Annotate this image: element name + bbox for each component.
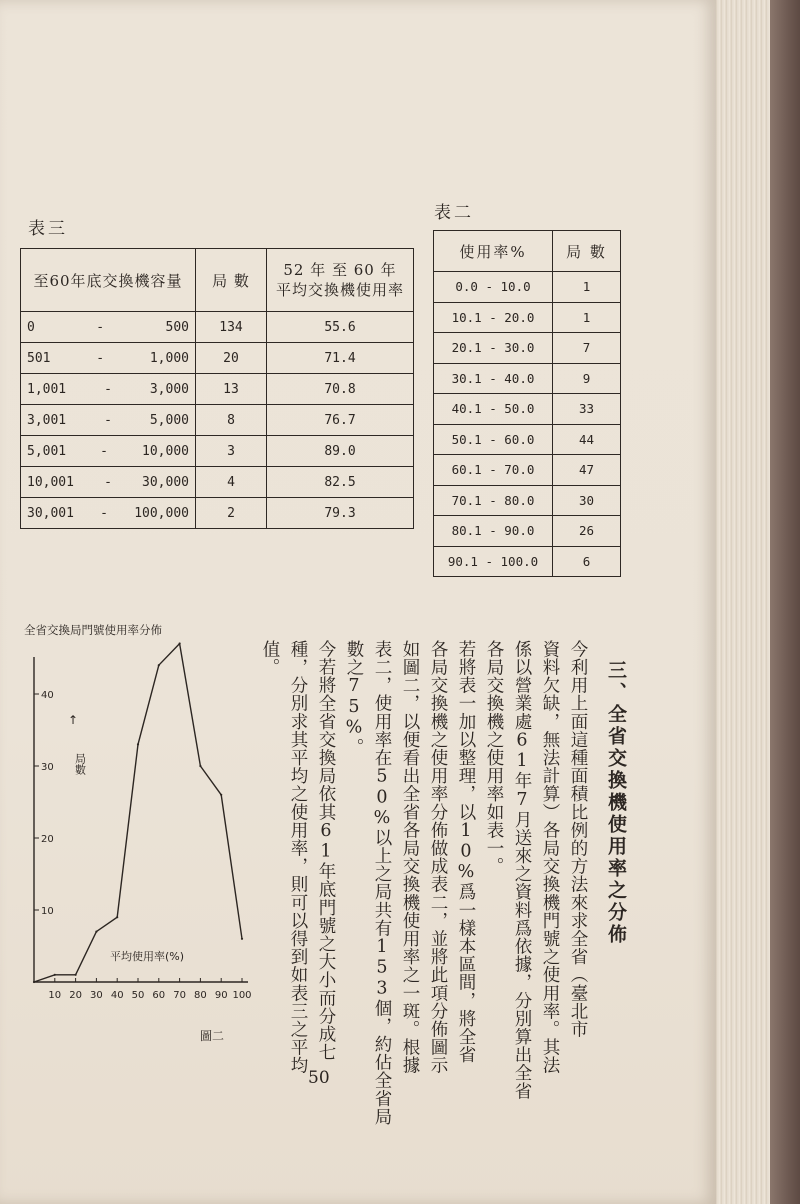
paragraph-line: 數之75%。: [344, 640, 364, 757]
table2-range-cell: 90.1 - 100.0: [434, 546, 553, 577]
paragraph-line: 值。: [260, 640, 280, 677]
capacity-dash: -: [104, 381, 112, 397]
table3-rate-cell: 70.8: [267, 374, 414, 405]
table2-row: [434, 333, 621, 364]
page-number: 50: [308, 1068, 330, 1088]
y-axis-label: 局數: [73, 753, 87, 775]
table2-row: [434, 455, 621, 486]
capacity-from: 10,001: [27, 474, 74, 490]
capacity-dash: -: [104, 412, 112, 428]
table3-capacity-cell: [21, 436, 196, 467]
table2-row: [434, 302, 621, 333]
table3-rate-cell: 55.6: [267, 312, 414, 343]
book-cover-edge: [770, 0, 800, 1204]
table3-count-cell: 134: [196, 312, 267, 343]
data-point: [54, 974, 56, 976]
table2-count-cell: 9: [553, 363, 621, 394]
paragraph-line: 種，分別求其平均之使用率，則可以得到如表三之平均: [288, 640, 308, 1075]
capacity-dash: -: [104, 474, 112, 490]
table2-header-rate: 使用率%: [434, 231, 553, 272]
table3-header-count: 局 數: [196, 249, 267, 312]
table2-range-cell: 60.1 - 70.0: [434, 455, 553, 486]
table3-capacity-cell: [21, 405, 196, 436]
data-point: [116, 916, 118, 918]
table3-count-cell: 20: [196, 343, 267, 374]
table3-capacity-cell: [21, 498, 196, 529]
table2-row: [434, 424, 621, 455]
data-point: [199, 765, 201, 767]
table3-row: [21, 436, 414, 467]
capacity-to: 500: [165, 319, 189, 335]
table2-range-cell: 40.1 - 50.0: [434, 394, 553, 425]
data-point: [220, 794, 222, 796]
table2-range-cell: 70.1 - 80.0: [434, 485, 553, 516]
table3-count-cell: 2: [196, 498, 267, 529]
figure-label: 圖二: [200, 1029, 225, 1043]
data-point: [241, 938, 243, 940]
table2-count-cell: 1: [553, 302, 621, 333]
data-point: [158, 664, 160, 666]
paragraph-line: 各局交換機之使用率如表一。: [484, 640, 504, 876]
table2-range-cell: 20.1 - 30.0: [434, 333, 553, 364]
data-point: [75, 974, 77, 976]
table3-capacity-cell: [21, 312, 196, 343]
table3-capacity-cell: [21, 374, 196, 405]
table2-body: [434, 272, 621, 577]
table3-count-cell: 3: [196, 436, 267, 467]
data-point: [137, 743, 139, 745]
capacity-to: 100,000: [134, 505, 189, 521]
capacity-to: 3,000: [149, 381, 189, 397]
x-tick-label: 70: [173, 990, 186, 1001]
y-tick-label: 10: [41, 906, 54, 917]
capacity-from: 5,001: [27, 443, 67, 459]
table2-range-cell: 50.1 - 60.0: [434, 424, 553, 455]
paragraph-line: 若將表一加以整理，以10%爲一樣本區間，將全省: [456, 640, 476, 1064]
table3-header-rate: [267, 249, 414, 312]
capacity-dash: -: [96, 350, 105, 366]
table2-count-cell: 6: [553, 546, 621, 577]
figure2-chart: [18, 612, 268, 1052]
table3: [20, 248, 414, 529]
capacity-dash: -: [100, 505, 108, 521]
table2-count-cell: 33: [553, 394, 621, 425]
table3-count-cell: 8: [196, 405, 267, 436]
data-point: [179, 643, 181, 645]
capacity-from: 1,001: [27, 381, 67, 397]
table3-rate-cell: 89.0: [267, 436, 414, 467]
table3-header-rate-line1: 52 年 至 60 年: [283, 261, 397, 279]
chart-title: 全省交換局門號使用率分佈: [24, 623, 162, 637]
paragraph-line: 係以營業處61年7月送來之資料爲依據，分別算出全省: [512, 640, 532, 1100]
x-tick-label: 80: [194, 990, 207, 1001]
x-tick-label: 10: [48, 990, 62, 1001]
table3-rate-cell: 76.7: [267, 405, 414, 436]
table3-rate-cell: 79.3: [267, 498, 414, 529]
capacity-from: 3,001: [27, 412, 67, 428]
table3-header-capacity: 至60年底交換機容量: [21, 249, 196, 312]
y-tick-label: 30: [41, 762, 54, 773]
table3-row: [21, 405, 414, 436]
capacity-to: 10,000: [142, 443, 189, 459]
table3-rate-cell: 82.5: [267, 467, 414, 498]
table2-range-cell: 10.1 - 20.0: [434, 302, 553, 333]
table2-count-cell: 26: [553, 516, 621, 547]
table2: [433, 230, 621, 577]
table2-count-cell: 30: [553, 485, 621, 516]
data-point: [33, 981, 35, 983]
table2-row: [434, 516, 621, 547]
x-tick-label: 40: [110, 990, 124, 1001]
x-tick-label: 60: [152, 990, 166, 1001]
paragraph-line: 資料欠缺，無法計算）各局交換機門號之使用率。其法: [540, 640, 560, 1075]
table3-row: [21, 498, 414, 529]
table2-count-cell: 7: [553, 333, 621, 364]
paragraph-line: 表二，使用率在50%以上之局共有153個，約佔全省局: [372, 640, 392, 1126]
y-tick-label: 20: [41, 834, 54, 845]
x-tick-label: 50: [131, 990, 145, 1001]
table3-rate-cell: 71.4: [267, 343, 414, 374]
table3-count-cell: 4: [196, 467, 267, 498]
x-axis-label: 平均使用率(%): [110, 950, 185, 963]
capacity-to: 30,000: [142, 474, 189, 490]
x-tick-label: 100: [232, 990, 252, 1001]
capacity-dash: -: [100, 443, 108, 459]
table3-count-cell: 13: [196, 374, 267, 405]
data-point: [95, 931, 97, 933]
table3-capacity-cell: [21, 467, 196, 498]
table2-row: [434, 272, 621, 303]
table3-row: [21, 467, 414, 498]
table3-body: [21, 312, 414, 529]
table2-caption: 表二: [434, 203, 474, 223]
table2-header-count: 局 數: [553, 231, 621, 272]
table3-header-rate-line2: 平均交換機使用率: [275, 281, 404, 299]
x-tick-label: 30: [90, 990, 103, 1001]
paragraph-line: 今利用上面這種面積比例的方法來求全省（臺北市: [568, 640, 588, 1039]
table3-row: [21, 374, 414, 405]
capacity-to: 1,000: [149, 350, 189, 366]
x-tick-label: 20: [69, 990, 82, 1001]
table2-row: [434, 485, 621, 516]
section-heading: 三、全省交換機使用率之分佈: [605, 660, 627, 946]
y-tick-label: 40: [41, 690, 54, 701]
x-tick-label: 90: [214, 990, 228, 1001]
table2-range-cell: 0.0 - 10.0: [434, 272, 553, 303]
series-line: [34, 644, 242, 982]
table2-count-cell: 47: [553, 455, 621, 486]
capacity-from: 501: [27, 350, 51, 366]
table3-row: [21, 343, 414, 374]
table3-caption: 表三: [28, 219, 68, 239]
table2-row: [434, 546, 621, 577]
table3-capacity-cell: [21, 343, 196, 374]
capacity-to: 5,000: [149, 412, 189, 428]
capacity-dash: -: [96, 319, 105, 335]
table2-range-cell: 30.1 - 40.0: [434, 363, 553, 394]
table2-count-cell: 1: [553, 272, 621, 303]
capacity-from: 30,001: [27, 505, 74, 521]
paragraph-line: 各局交換機之使用率分佈做成表二，並將此項分佈圖示: [428, 640, 448, 1075]
table2-row: [434, 394, 621, 425]
table2-row: [434, 363, 621, 394]
table2-range-cell: 80.1 - 90.0: [434, 516, 553, 547]
paragraph-line: 如圖二，以便看出全省各局交換機使用率之一斑。根據: [400, 640, 420, 1075]
capacity-from: 0: [27, 319, 35, 335]
y-axis-arrow: ↑: [68, 713, 79, 727]
table3-row: [21, 312, 414, 343]
table2-count-cell: 44: [553, 424, 621, 455]
paragraph-line: 今若將全省交換局依其61年底門號之大小而分成七: [316, 640, 336, 1062]
